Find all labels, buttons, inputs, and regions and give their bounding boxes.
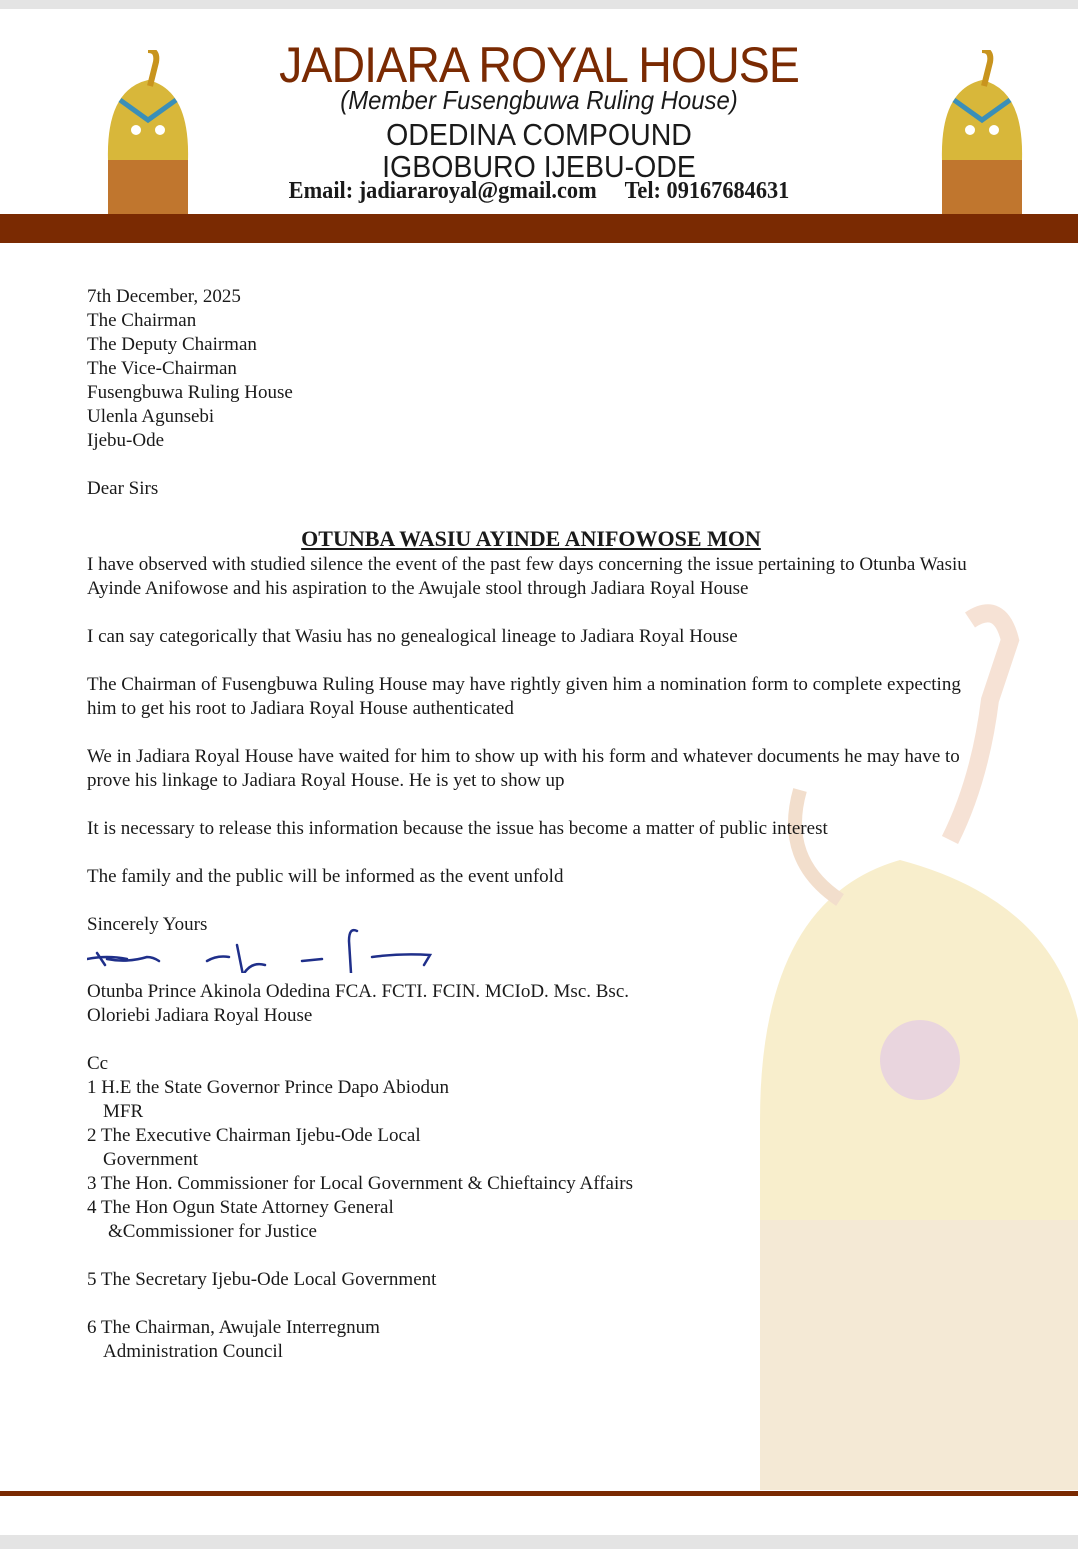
addressee: The Vice-Chairman xyxy=(87,358,237,379)
salutation: Dear Sirs xyxy=(87,478,159,499)
cc-item: 2 The Executive Chairman Ijebu-Ode Local Government xyxy=(87,1125,421,1170)
address-block xyxy=(87,285,987,453)
signatory-title: Oloriebi Jadiara Royal House xyxy=(87,1005,313,1026)
bottom-margin xyxy=(0,1535,1078,1549)
organization-subtitle: (Member Fusengbuwa Ruling House) xyxy=(340,85,738,115)
cc-item: 4 The Hon Ogun State Attorney General &Commissioner for Justice xyxy=(87,1197,394,1242)
footer-line xyxy=(0,1491,1078,1496)
paragraph: The Chairman of Fusengbuwa Ruling House may have rightly given him a nomination form to complete expecting him to get his root to Jadiara Royal House authenticated xyxy=(87,674,961,719)
paragraph: I can say categorically that Wasiu has no genealogical lineage to Jadiara Royal House xyxy=(87,626,738,647)
addressee: Ulenla Agunsebi xyxy=(87,406,215,427)
compound-name: ODEDINA COMPOUND xyxy=(386,117,692,152)
addressee: The Deputy Chairman xyxy=(87,334,257,355)
cc-item: 5 The Secretary Ijebu-Ode Local Government xyxy=(87,1269,437,1290)
letter-title: OTUNBA WASIU AYINDE ANIFOWOSE MON xyxy=(301,526,761,551)
letter-date: 7th December, 2025 xyxy=(87,286,241,307)
paragraph: It is necessary to release this information because the issue has become a matter of public interest xyxy=(87,818,828,839)
cc-label: Cc xyxy=(87,1053,109,1074)
top-margin xyxy=(0,0,1078,9)
letter-body xyxy=(87,285,987,1388)
paragraph: We in Jadiara Royal House have waited for him to show up with his form and whatever documents he may have to prove his linkage to Jadiara Royal House. He is yet to show up xyxy=(87,746,960,791)
signature xyxy=(87,925,447,973)
addressee: Fusengbuwa Ruling House xyxy=(87,382,293,403)
paragraph: The family and the public will be informed as the event unfold xyxy=(87,866,564,887)
addressee: The Chairman xyxy=(87,310,197,331)
cc-item: 1 H.E the State Governor Prince Dapo Abiodun MFR xyxy=(87,1077,449,1122)
location: IGBOBURO IJEBU-ODE xyxy=(382,149,696,184)
email: Email: jadiararoyal@gmail.com xyxy=(288,178,597,204)
closing: Sincerely Yours xyxy=(87,914,208,935)
cc-item: 6 The Chairman, Awujale Interregnum Administration Council xyxy=(87,1317,380,1362)
telephone: Tel: 09167684631 xyxy=(624,178,790,204)
contact-line xyxy=(38,178,1041,205)
paragraph: I have observed with studied silence the event of the past few days concerning the issue pertaining to Otunba Wasiu Ayinde Anifowose and his aspiration to the Awujale stool through Jadiara Royal House xyxy=(87,554,967,599)
header-band xyxy=(0,214,1078,243)
organization-name: JADIARA ROYAL HOUSE xyxy=(279,37,799,93)
addressee: Ijebu-Ode xyxy=(87,430,165,451)
signatory-name: Otunba Prince Akinola Odedina FCA. FCTI. FCIN. MCIoD. Msc. Bsc. xyxy=(87,981,630,1002)
cc-item: 3 The Hon. Commissioner for Local Government & Chieftaincy Affairs xyxy=(87,1173,633,1194)
